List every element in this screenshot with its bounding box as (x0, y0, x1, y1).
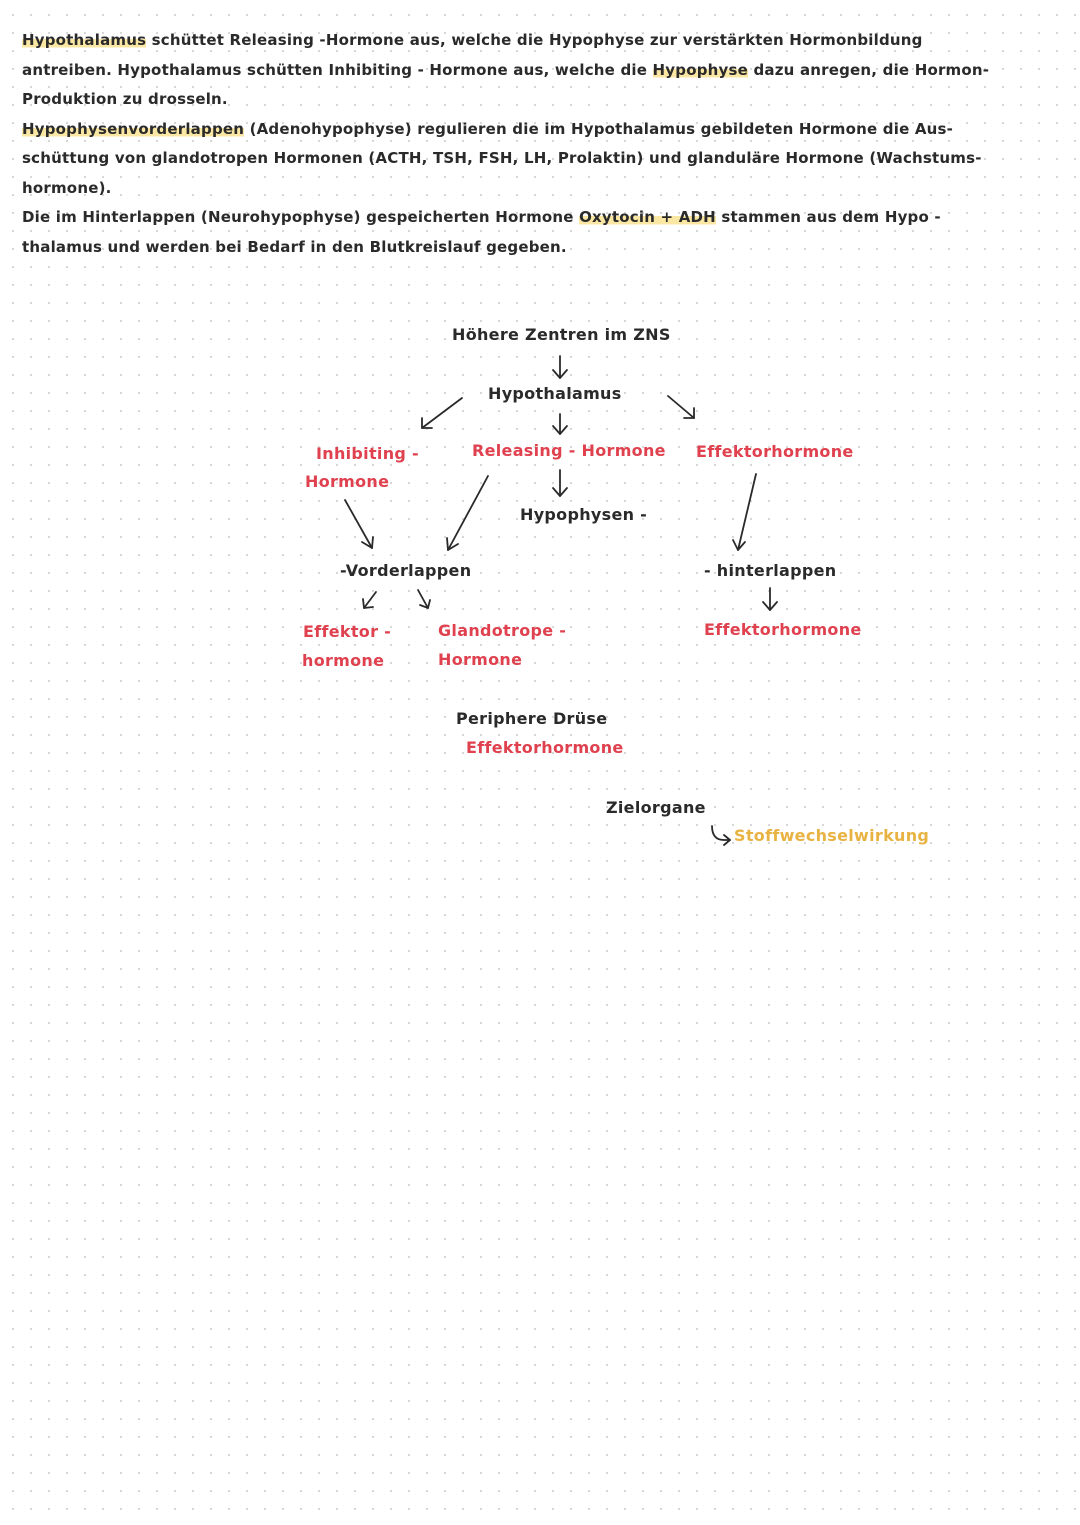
arrow-down-right-icon-1 (668, 396, 694, 418)
note-line-7-post: stammen aus dem Hypo - (715, 208, 941, 226)
label-effektor-right: Effektorhormone (704, 620, 862, 639)
arrow-down-icon-3 (553, 470, 567, 496)
label-hinterlappen: - hinterlappen (704, 561, 837, 580)
note-line-7-pre: Die im Hinterlappen (Neurohypophyse) gespeicherten Hormone (22, 208, 580, 226)
label-zielorgane: Zielorgane (606, 798, 706, 817)
note-line-4-text: (Adenohypophyse) regulieren die im Hypothalamus gebildeten Hormone die Aus- (244, 119, 954, 138)
label-periphere-effektor: Effektorhormone (466, 738, 624, 757)
arrow-down-left-icon-1 (422, 398, 462, 428)
arrow-down-icon-4 (763, 588, 777, 610)
arrow-down-left-icon-2 (447, 476, 488, 550)
arrow-down-left-icon-4 (363, 592, 376, 608)
label-stoffwechsel: Stoffwechselwirkung (734, 826, 930, 845)
note-line-8: thalamus und werden bei Bedarf in den Blutkreislauf gegeben. (22, 237, 567, 256)
label-vorderlappen: -Vorderlappen (340, 561, 472, 580)
note-line-2-post: dazu anregen, die Hormon- (748, 60, 990, 79)
label-hypophysen: Hypophysen - (520, 505, 648, 524)
arrow-down-right-icon-3 (418, 590, 430, 608)
label-effektor-left-2: hormone (302, 651, 385, 670)
highlight-vorderlappen: Hypophysenvorderlappen (22, 119, 245, 138)
label-effektor-top: Effektorhormone (696, 442, 854, 461)
note-line-3: Produktion zu drosseln. (22, 90, 228, 108)
arrow-down-icon-2 (553, 414, 567, 434)
highlight-oxytocin-adh: Oxytocin + ADH (579, 208, 716, 226)
arrow-down-left-icon-3 (733, 474, 756, 550)
hook-arrow-icon (712, 826, 730, 845)
highlight-hypophyse: Hypophyse (652, 60, 749, 79)
label-releasing: Releasing - Hormone (472, 441, 666, 460)
label-inhibiting-2: Hormone (305, 472, 390, 491)
label-inhibiting-1: Inhibiting - (316, 444, 419, 463)
label-glandotrope-1: Glandotrope - (438, 621, 567, 640)
label-hypothalamus: Hypothalamus (488, 384, 622, 403)
arrow-down-right-icon-2 (345, 500, 373, 548)
label-periphere: Periphere Drüse (456, 709, 608, 728)
highlight-hypothalamus: Hypothalamus (22, 31, 147, 49)
arrow-down-icon-1 (553, 356, 567, 378)
note-line-6: hormone). (22, 178, 112, 197)
note-line-5: schüttung von glandotropen Hormonen (ACTH, TSH, FSH, LH, Prolaktin) und glanduläre Hormone (Wachstums- (22, 149, 982, 167)
note-line-1-text: schüttet Releasing -Hormone aus, welche die Hypophyse zur verstärkten Hormonbildung (146, 31, 923, 49)
label-effektor-left-1: Effektor - (303, 622, 392, 641)
label-higher-centers: Höhere Zentren im ZNS (452, 325, 671, 344)
note-line-2-pre: antreiben. Hypothalamus schütten Inhibiting - Hormone aus, welche die (22, 60, 653, 79)
label-glandotrope-2: Hormone (438, 650, 523, 669)
